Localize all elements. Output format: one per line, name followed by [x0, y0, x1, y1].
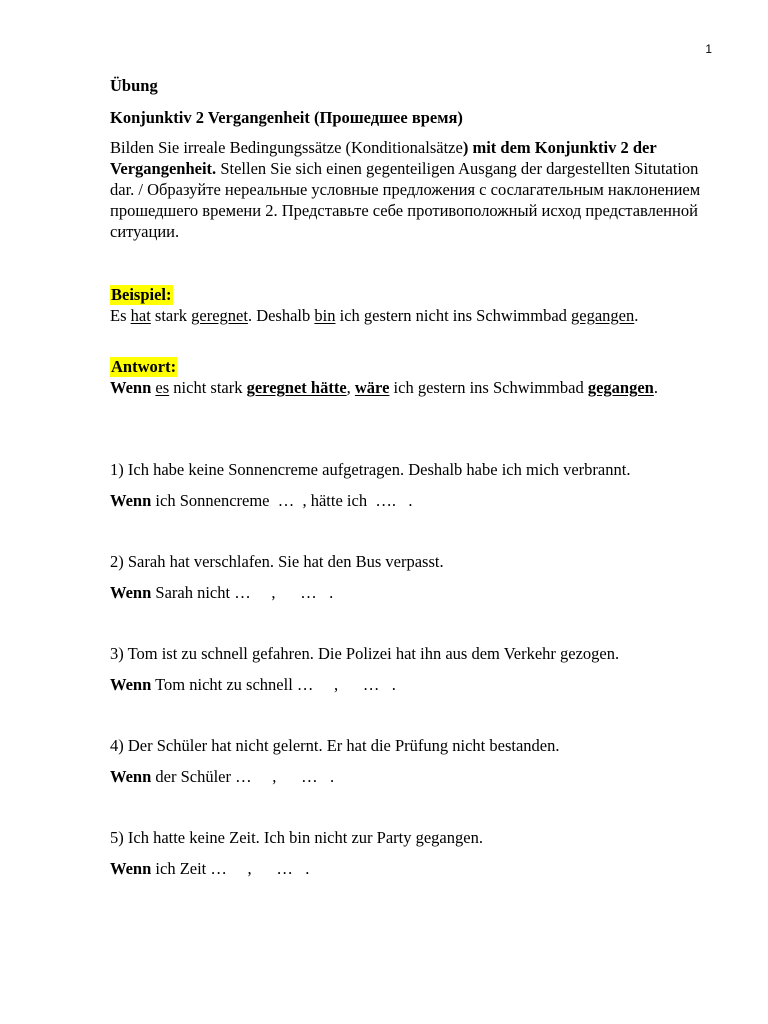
example-text: ich gestern nicht ins Schwimmbad: [335, 306, 572, 325]
exercise-sentence: 2) Sarah hat verschlafen. Sie hat den Bus verpasst.: [110, 552, 444, 571]
example-sentence: [110, 305, 722, 326]
exercise-prompt: [110, 582, 722, 603]
exercise-sentence: 3) Tom ist zu schnell gefahren. Die Polizei hat ihn aus dem Verkehr gezogen.: [110, 644, 620, 663]
answer-underlined-bold: gegangen: [587, 378, 654, 397]
prompt-wenn: Wenn: [110, 859, 152, 878]
exercise-item: [110, 735, 722, 787]
exercise-item: [110, 459, 722, 511]
example-underlined: geregnet: [191, 306, 248, 325]
answer-text: .: [653, 378, 658, 397]
exercise-item: [110, 643, 722, 695]
answer-label-row: [110, 356, 722, 377]
answer-wenn: Wenn: [110, 378, 152, 397]
instructions-bold: ) mit dem Konjunktiv 2 der Vergangenheit.: [110, 138, 657, 178]
exercise-prompt: [110, 674, 722, 695]
answer-text: nicht stark: [169, 378, 247, 397]
answer-underlined-bold: wäre: [354, 378, 390, 397]
prompt-text: Sarah nicht … , … .: [151, 583, 334, 602]
answer-underlined: es: [155, 378, 170, 397]
answer-sentence: [110, 377, 722, 398]
prompt-wenn: Wenn: [110, 583, 152, 602]
instructions: [110, 137, 722, 242]
example-text: stark: [150, 306, 192, 325]
prompt-text: ich Sonnencreme … , hätte ich …. .: [151, 491, 413, 510]
prompt-wenn: Wenn: [110, 675, 152, 694]
instructions-text: Bilden Sie irreale Bedingungssätze (Konditionalsätze: [110, 138, 463, 157]
example-label-row: [110, 284, 722, 305]
exercise-prompt: [110, 766, 722, 787]
page-title: Übung: [110, 76, 158, 95]
example-underlined: gegangen: [571, 306, 635, 325]
instructions-text-continued: Stellen Sie sich einen gegenteiligen Ausgang der dargestellten Situtation dar. / Образуйте нереальные условные предложения с сослагательным наклонением прошедшего времени 2. Представьте себе противоположный исход представленной ситуации.: [110, 159, 701, 241]
answer-text: ,: [346, 378, 355, 397]
exercise-prompt: [110, 858, 722, 879]
exercise-list: [110, 459, 722, 879]
prompt-text: der Schüler … , … .: [151, 767, 335, 786]
prompt-text: Tom nicht zu schnell … , … .: [151, 675, 396, 694]
prompt-wenn: Wenn: [110, 767, 152, 786]
page-number: 1: [705, 42, 712, 56]
exercise-sentence: 1) Ich habe keine Sonnencreme aufgetragen. Deshalb habe ich mich verbrannt.: [110, 460, 631, 479]
document-body: [110, 75, 722, 879]
example-text: Es: [110, 306, 131, 325]
page-subtitle: Konjunktiv 2 Vergangenheit (Прошедшее время): [110, 108, 463, 127]
example-text: .: [634, 306, 639, 325]
answer-text: ich gestern ins Schwimmbad: [389, 378, 588, 397]
prompt-text: ich Zeit … , … .: [151, 859, 310, 878]
example-underlined: bin: [314, 306, 336, 325]
exercise-item: [110, 827, 722, 879]
example-text: . Deshalb: [247, 306, 315, 325]
prompt-wenn: Wenn: [110, 491, 152, 510]
exercise-item: [110, 551, 722, 603]
exercise-sentence: 5) Ich hatte keine Zeit. Ich bin nicht zur Party gegangen.: [110, 828, 483, 847]
example-label: Beispiel:: [111, 285, 172, 304]
example-underlined: hat: [130, 306, 151, 325]
exercise-prompt: [110, 490, 722, 511]
answer-label: Antwort:: [111, 357, 177, 376]
exercise-sentence: 4) Der Schüler hat nicht gelernt. Er hat die Prüfung nicht bestanden.: [110, 736, 560, 755]
answer-underlined-bold: geregnet hätte: [246, 378, 347, 397]
